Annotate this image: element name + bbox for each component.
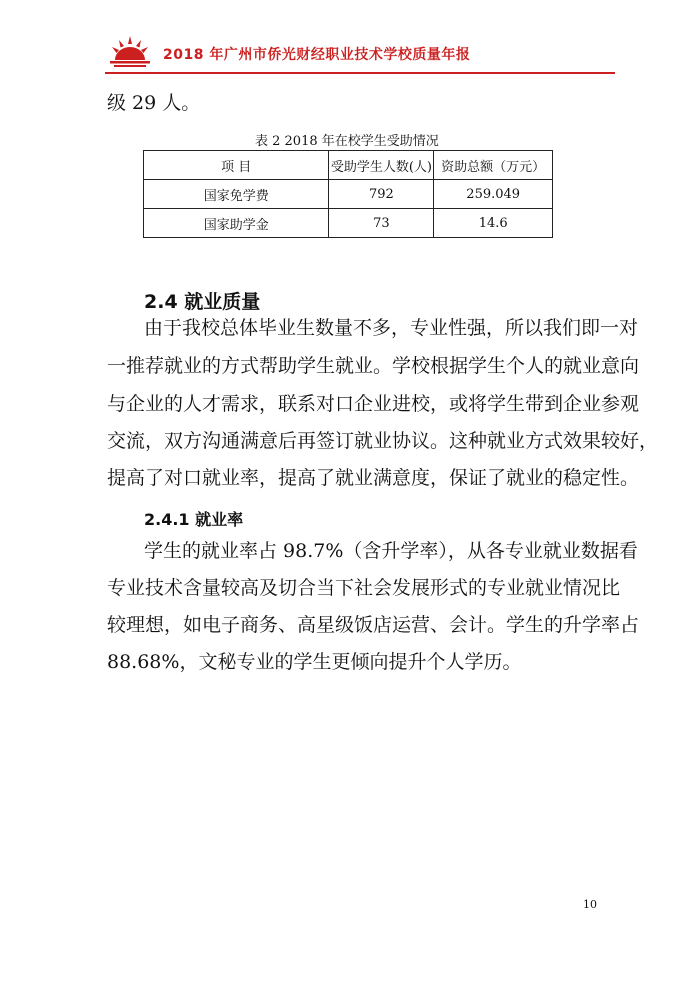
table-cell: 国家免学费 (144, 180, 329, 209)
table-cell: 792 (329, 180, 434, 209)
page-header (105, 30, 615, 72)
paragraph-line: 与企业的人才需求，联系对口企业进校，或将学生带到企业参观 (107, 393, 640, 415)
paragraph-line: 专业技术含量较高及切合当下社会发展形式的专业就业情况比 (107, 577, 621, 599)
paragraph-line: 提高了对口就业率，提高了就业满意度，保证了就业的稳定性。 (107, 467, 640, 489)
paragraph-line: 交流，双方沟通满意后再签订就业协议。这种就业方式效果较好， (107, 430, 659, 452)
table-row (144, 180, 553, 209)
school-logo-icon (105, 30, 155, 72)
table-cell: 14.6 (434, 209, 553, 238)
table-caption: 表 2 2018 年在校学生受助情况 (255, 134, 439, 149)
header-divider (105, 72, 615, 74)
page-number: 10 (583, 898, 597, 911)
table-cell: 259.049 (434, 180, 553, 209)
table-header-row (144, 151, 553, 180)
paragraph-line: 较理想，如电子商务、高星级饭店运营、会计。学生的升学率占 (107, 614, 640, 636)
paragraph-line: 88.68%，文秘专业的学生更倾向提升个人学历。 (107, 651, 522, 673)
paragraph-line: 学生的就业率占 98.7%（含升学率），从各专业就业数据看 (144, 540, 638, 562)
paragraph-line: 由于我校总体毕业生数量不多，专业性强，所以我们即一对 (144, 317, 639, 339)
paragraph-line: 一推荐就业的方式帮助学生就业。学校根据学生个人的就业意向 (107, 355, 640, 377)
table-cell: 73 (329, 209, 434, 238)
table-header-cell: 资助总额（万元） (434, 151, 553, 180)
report-title: 2018 年广州市侨光财经职业技术学校质量年报 (163, 47, 471, 63)
section-heading-2-4-1: 2.4.1 就业率 (144, 510, 244, 529)
table-header-cell: 项 目 (144, 151, 329, 180)
table-row (144, 209, 553, 238)
table-header-cell: 受助学生人数(人) (329, 151, 434, 180)
aid-table (143, 150, 553, 238)
section-heading-2-4: 2.4 就业质量 (144, 291, 261, 313)
intro-line: 级 29 人。 (107, 92, 201, 114)
table-cell: 国家助学金 (144, 209, 329, 238)
